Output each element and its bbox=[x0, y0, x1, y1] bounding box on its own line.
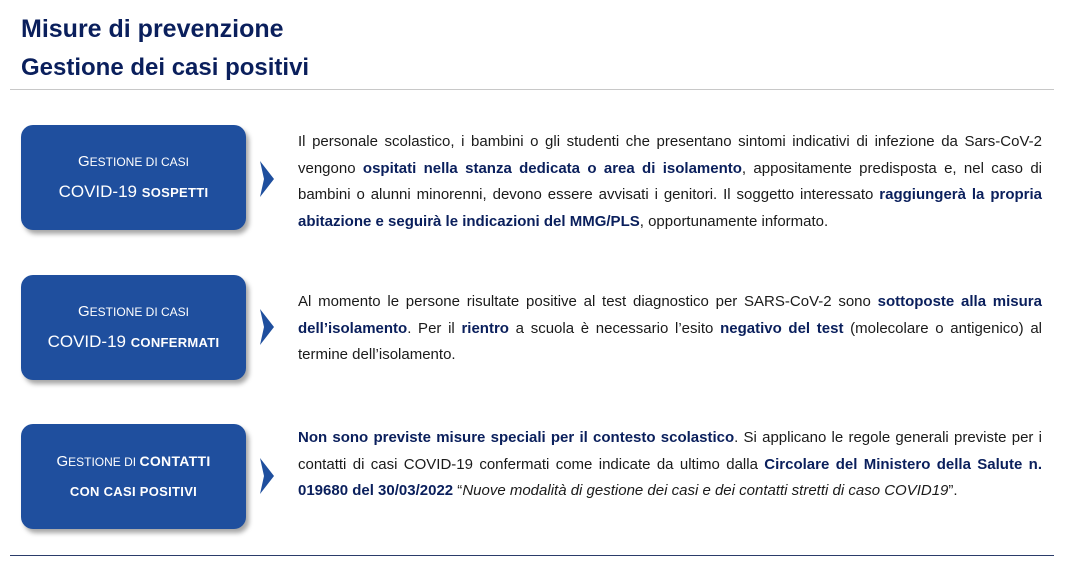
body-text: “ bbox=[453, 482, 463, 499]
emphasis-text: negativo del test bbox=[720, 319, 844, 337]
chevron-right-icon bbox=[258, 307, 276, 347]
body-text: . Per il bbox=[407, 319, 462, 337]
box-label-covid: COVID-19 bbox=[47, 332, 131, 351]
emphasis-text: rientro bbox=[461, 319, 509, 337]
body-text: , appositamente predisposta e, nel caso di bambini o alunni minorenni, devono essere avvisati i genitori. Il soggetto interessato bbox=[298, 159, 1042, 203]
body-text: . Si applicano le regole generali previste per i contatti di casi COVID-19 confermati come indicate da ultimo dalla bbox=[298, 429, 1042, 473]
footer-divider bbox=[10, 555, 1054, 556]
body-text: ”. bbox=[948, 482, 958, 499]
contacts-label-box bbox=[21, 424, 246, 529]
contacts-description bbox=[298, 425, 1042, 505]
emphasis-text: sottoposte alla misura dell’isolamento bbox=[298, 293, 1042, 337]
body-text: (molecolare o antigenico) al termine dell’isolamento. bbox=[298, 319, 1043, 363]
body-text: Il personale scolastico, i bambini o gli studenti che presentano sintomi indicativi di infezione da Sars-CoV-2 vengono bbox=[298, 133, 1042, 177]
box-label-initial: G bbox=[56, 453, 69, 470]
box-label-initial: G bbox=[77, 153, 90, 170]
page-title: Misure di prevenzione bbox=[21, 15, 284, 43]
suspected-cases-label-box bbox=[21, 125, 246, 230]
box-label-rest: ESTIONE DI CASI bbox=[89, 305, 190, 319]
box-label-rest: ESTIONE DI CASI bbox=[89, 155, 190, 169]
box-label-covid: COVID-19 bbox=[58, 182, 142, 201]
body-text: , opportunamente informato. bbox=[639, 212, 829, 230]
body-text: a scuola è necessario l’esito bbox=[508, 319, 721, 337]
suspected-cases-description bbox=[298, 129, 1042, 235]
box-label-emphasis: CONFERMATI bbox=[130, 335, 220, 350]
box-label-emphasis: CONTATTI bbox=[139, 453, 211, 469]
page-subtitle: Gestione dei casi positivi bbox=[21, 54, 310, 81]
box-label-initial: G bbox=[77, 303, 90, 320]
box-label-rest: ESTIONE DI bbox=[68, 455, 140, 469]
emphasis-text: ospitati nella stanza dedicata o area di isolamento bbox=[362, 159, 742, 177]
emphasis-text: raggiungerà la propria abitazione e seguirà le indicazioni del MMG/PLS bbox=[298, 186, 1042, 230]
header-divider bbox=[10, 89, 1054, 90]
emphasis-text: Circolare del Ministero della Salute n. 019680 del 30/03/2022 bbox=[298, 455, 1042, 499]
chevron-right-icon bbox=[258, 159, 276, 199]
body-text: Al momento le persone risultate positive al test diagnostico per SARS-CoV-2 sono bbox=[298, 293, 878, 310]
confirmed-cases-label-box bbox=[21, 275, 246, 380]
box-label-emphasis: CON CASI POSITIVI bbox=[69, 484, 198, 499]
box-label-emphasis: SOSPETTI bbox=[141, 185, 209, 200]
emphasis-text: Non sono previste misure speciali per il contesto scolastico bbox=[298, 429, 735, 446]
italic-text: Nuove modalità di gestione dei casi e dei contatti stretti di caso COVID19 bbox=[462, 482, 949, 499]
confirmed-cases-description bbox=[298, 289, 1042, 369]
chevron-right-icon bbox=[258, 456, 276, 496]
